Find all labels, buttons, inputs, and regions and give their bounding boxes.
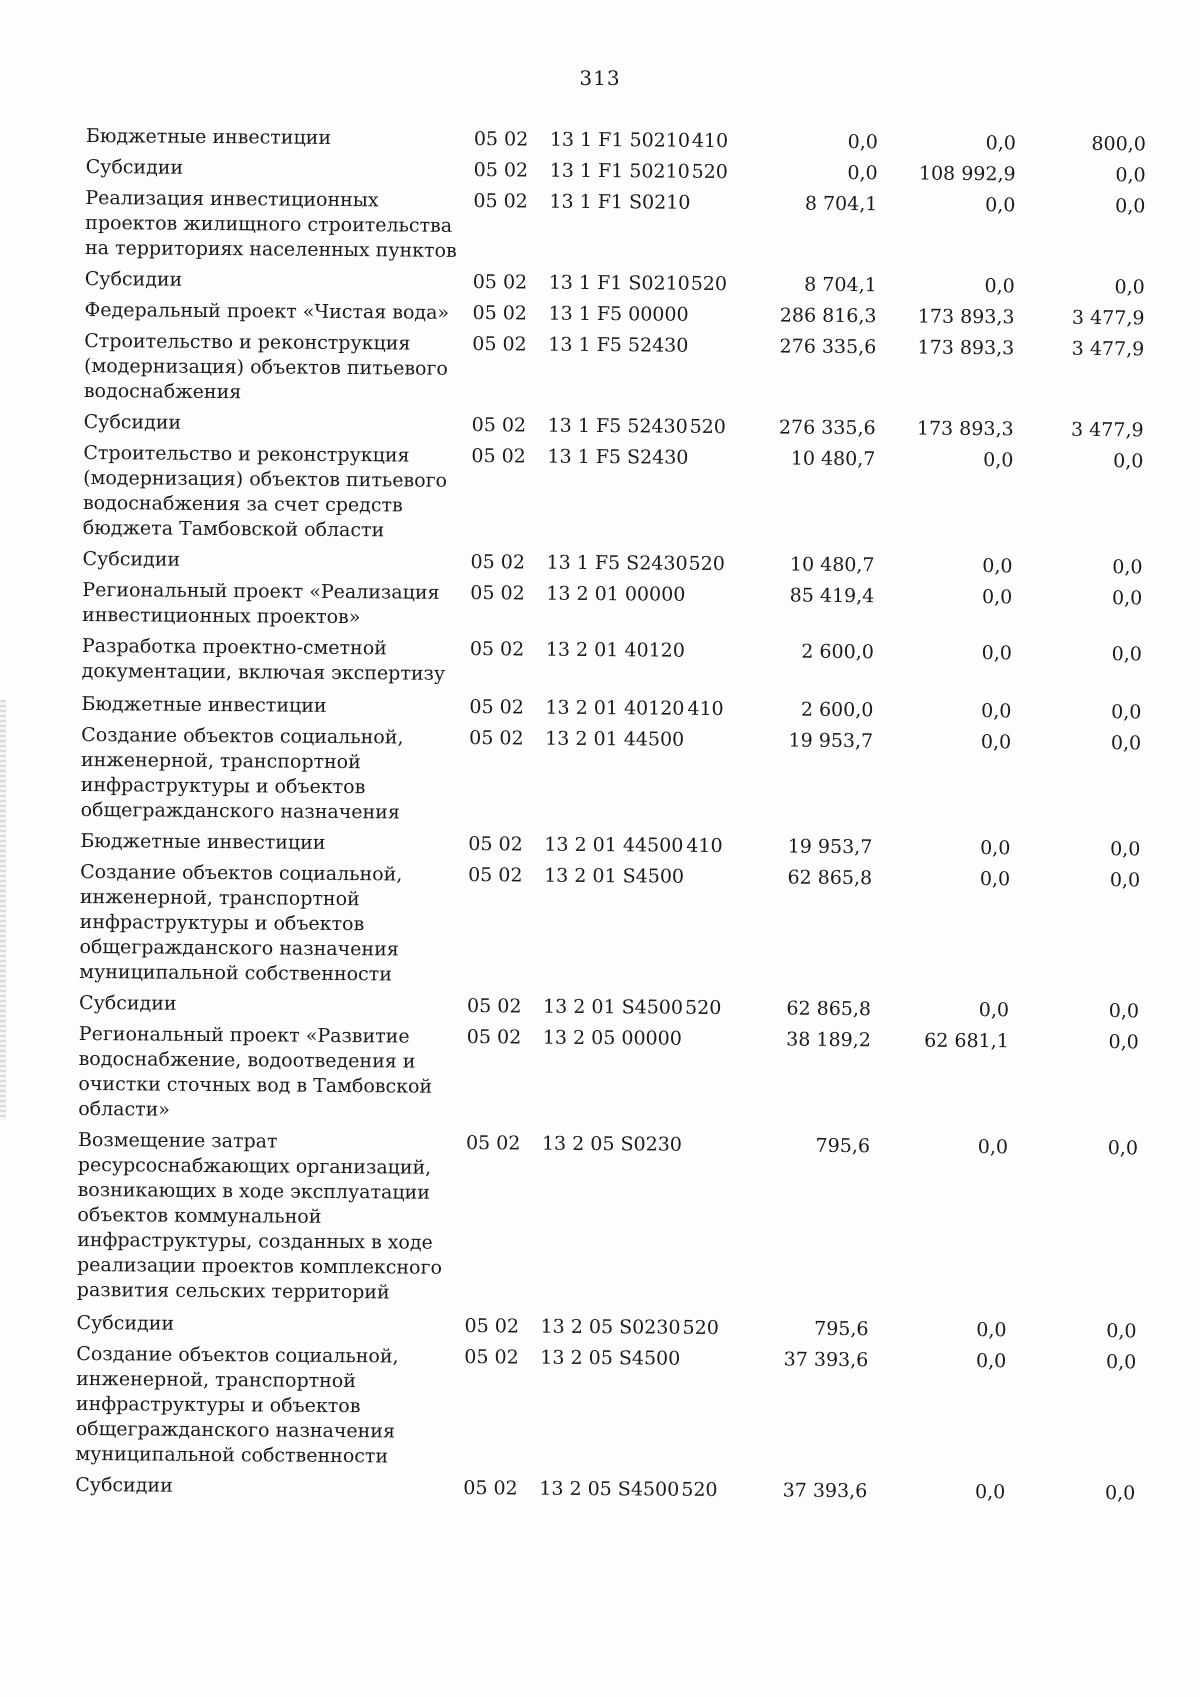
row-value-1: 19 953,7 — [788, 729, 874, 753]
table-row — [85, 186, 1166, 269]
table-row — [84, 410, 1164, 443]
row-value-2: 173 893,3 — [916, 417, 1014, 441]
row-name: Субсидии — [85, 155, 184, 179]
row-value-1: 795,6 — [814, 1317, 869, 1341]
row-code: 13 1 F1 S0210 — [549, 190, 691, 214]
row-code: 13 2 01 S4500 — [542, 995, 684, 1019]
table-row — [76, 1311, 1156, 1344]
row-value-1: 795,6 — [815, 1134, 871, 1158]
row-value-2: 0,0 — [982, 555, 1013, 578]
row-expense-type — [680, 1027, 747, 1128]
table-row — [79, 860, 1160, 993]
row-value-2: 0,0 — [979, 868, 1011, 891]
row-section: 05 02 — [469, 638, 525, 661]
row-name: Федеральный проект «Чистая вода» — [84, 298, 450, 324]
row-expense-type — [687, 191, 754, 267]
row-name: Создание объектов социальной, инженерной, транспортной инфраструктуры и объектов общегражданского назначения — [80, 723, 404, 824]
row-name: Бюджетные инвестиции — [85, 124, 332, 149]
row-name: Региональный проект «Развитие водоснабжение, водоотведения и очистки сточных вод в Тамбовской области» — [78, 1022, 433, 1121]
row-expense-type — [679, 1133, 746, 1309]
row-expense-type: 520 — [690, 272, 728, 296]
row-expense-type — [684, 639, 750, 690]
row-code: 13 2 01 40120 — [545, 696, 685, 720]
page-number: 313 — [579, 66, 621, 90]
row-expense-type — [686, 334, 753, 410]
table-row — [80, 829, 1160, 862]
row-section: 05 02 — [472, 271, 528, 294]
table-row — [86, 155, 1166, 188]
row-code: 13 2 05 S4500 — [539, 1477, 680, 1501]
row-value-2: 108 992,9 — [918, 162, 1016, 186]
row-value-1: 286 816,3 — [779, 304, 877, 328]
row-value-1: 8 704,1 — [804, 273, 877, 297]
row-code: 13 1 F1 S0210 — [548, 271, 690, 295]
row-section: 05 02 — [465, 1132, 521, 1155]
row-section: 05 02 — [469, 696, 524, 719]
row-code: 13 2 01 00000 — [546, 582, 686, 606]
row-name: Бюджетные инвестиции — [81, 692, 327, 717]
row-code: 13 1 F5 52430 — [548, 333, 689, 357]
row-section: 05 02 — [464, 1315, 520, 1338]
row-section: 05 02 — [473, 159, 529, 182]
row-section: 05 02 — [473, 190, 528, 213]
row-section: 05 02 — [470, 582, 525, 605]
row-value-2: 0,0 — [983, 449, 1014, 472]
row-section: 05 02 — [468, 833, 523, 856]
table-row — [82, 547, 1162, 580]
row-value-2: 0,0 — [984, 275, 1015, 298]
row-value-1: 0,0 — [847, 130, 878, 154]
table-row — [82, 634, 1162, 692]
row-value-3: 3 477,9 — [1071, 418, 1144, 442]
row-value-1: 276 335,6 — [778, 416, 876, 440]
row-value-2: 0,0 — [980, 731, 1012, 754]
row-value-3: 0,0 — [1106, 1320, 1137, 1343]
row-value-1: 276 335,6 — [779, 335, 877, 359]
row-value-1: 37 393,6 — [782, 1479, 868, 1503]
row-value-1: 2 600,0 — [801, 640, 874, 664]
row-section: 05 02 — [463, 1477, 518, 1500]
row-expense-type: 520 — [689, 415, 726, 439]
row-value-3: 3 477,9 — [1071, 306, 1145, 330]
table-row — [78, 1022, 1159, 1130]
row-value-3: 0,0 — [1110, 732, 1142, 755]
row-value-3: 0,0 — [1110, 838, 1141, 861]
table-row — [82, 578, 1162, 636]
row-code: 13 1 F1 50210 — [549, 128, 691, 152]
row-section: 05 02 — [470, 551, 526, 574]
row-name: Субсидии — [76, 1311, 175, 1335]
row-expense-type: 520 — [684, 996, 722, 1020]
row-value-3: 0,0 — [1111, 701, 1142, 724]
row-expense-type: 520 — [682, 1316, 719, 1340]
row-expense-type: 410 — [686, 834, 723, 858]
table-row — [75, 1342, 1156, 1475]
row-value-2: 0,0 — [977, 1136, 1009, 1159]
row-name: Субсидии — [84, 267, 183, 291]
row-value-1: 37 393,6 — [783, 1348, 869, 1372]
row-name: Бюджетные инвестиции — [80, 829, 326, 854]
row-value-3: 0,0 — [1115, 164, 1146, 187]
budget-table — [75, 124, 1166, 1512]
row-name: Разработка проектно-сметной документации, включая экспертизу — [81, 634, 446, 685]
row-code: 13 2 01 44500 — [544, 833, 684, 857]
row-code: 13 2 05 00000 — [542, 1026, 682, 1050]
table-row — [77, 1128, 1158, 1311]
table-row — [79, 991, 1159, 1024]
row-section: 05 02 — [464, 1346, 519, 1369]
row-name: Субсидии — [82, 547, 181, 571]
row-value-1: 19 953,7 — [787, 835, 873, 859]
row-value-2: 0,0 — [976, 1319, 1007, 1342]
row-value-1: 85 419,4 — [789, 584, 875, 608]
row-section: 05 02 — [473, 128, 529, 151]
row-code: 13 2 01 44500 — [545, 727, 685, 751]
row-code: 13 1 F5 S2430 — [546, 551, 688, 575]
row-value-2: 62 681,1 — [924, 1029, 1009, 1053]
row-name: Региональный проект «Реализация инвестиционных проектов» — [82, 578, 440, 629]
row-expense-type — [686, 303, 752, 329]
row-value-1: 8 704,1 — [804, 192, 878, 216]
table-row — [86, 124, 1166, 157]
row-section: 05 02 — [472, 302, 528, 325]
row-value-3: 3 477,9 — [1071, 337, 1145, 361]
row-code: 13 1 F5 S2430 — [547, 445, 689, 469]
row-code: 13 2 05 S0230 — [541, 1132, 683, 1156]
row-value-2: 0,0 — [982, 586, 1013, 609]
row-section: 05 02 — [468, 864, 523, 887]
row-value-1: 2 600,0 — [800, 698, 874, 722]
row-expense-type — [682, 728, 749, 829]
row-value-3: 0,0 — [1104, 1482, 1136, 1505]
row-code: 13 1 F5 52430 — [547, 414, 688, 438]
row-expense-type: 410 — [691, 129, 729, 153]
row-code: 13 2 01 S4500 — [544, 864, 685, 888]
row-value-2: 173 893,3 — [917, 305, 1015, 329]
table-row — [84, 298, 1164, 331]
row-name: Субсидии — [75, 1473, 173, 1497]
row-section: 05 02 — [466, 1026, 522, 1049]
row-value-3: 0,0 — [1112, 587, 1143, 610]
row-value-2: 0,0 — [985, 194, 1016, 217]
table-row — [84, 329, 1165, 412]
row-section: 05 02 — [471, 414, 527, 437]
row-value-3: 0,0 — [1114, 276, 1145, 299]
row-expense-type: 520 — [688, 552, 725, 576]
table-row — [83, 441, 1164, 549]
row-value-3: 0,0 — [1107, 1137, 1139, 1160]
row-section: 05 02 — [472, 333, 527, 356]
row-value-2: 0,0 — [978, 999, 1010, 1022]
row-value-3: 0,0 — [1109, 869, 1141, 892]
row-value-1: 10 480,7 — [790, 447, 876, 471]
row-name: Создание объектов социальной, инженерной, транспортной инфраструктуры и объектов общегражданского назначения муниципальной собственности — [75, 1342, 399, 1468]
row-expense-type — [677, 1347, 744, 1473]
row-name: Реализация инвестиционных проектов жилищного строительства на территориях населенных пунктов — [84, 186, 457, 262]
scan-edge-artifact — [0, 700, 6, 1120]
row-section: 05 02 — [471, 445, 526, 468]
row-value-1: 38 189,2 — [786, 1028, 871, 1052]
row-code: 13 1 F5 00000 — [548, 302, 689, 326]
row-value-2: 0,0 — [985, 132, 1016, 155]
row-value-2: 0,0 — [981, 642, 1012, 665]
row-value-3: 0,0 — [1106, 1351, 1137, 1374]
row-value-2: 173 893,3 — [917, 336, 1015, 360]
row-name: Строительство и реконструкция (модернизация) объектов питьевого водоснабжения — [83, 329, 448, 404]
row-expense-type: 520 — [681, 1478, 718, 1502]
row-value-3: 800,0 — [1091, 132, 1146, 156]
table-row — [81, 692, 1161, 725]
row-value-3: 0,0 — [1113, 450, 1144, 473]
row-section: 05 02 — [466, 995, 522, 1018]
table-row — [85, 267, 1165, 300]
row-value-1: 62 865,8 — [786, 997, 872, 1021]
row-code: 13 2 05 S4500 — [540, 1346, 681, 1370]
row-expense-type — [684, 583, 750, 634]
row-expense-type: 410 — [687, 697, 724, 721]
row-name: Субсидии — [83, 410, 182, 434]
row-section: 05 02 — [469, 727, 524, 750]
table-row — [81, 723, 1162, 831]
row-value-3: 0,0 — [1112, 556, 1143, 579]
row-expense-type: 520 — [691, 160, 728, 184]
row-code: 13 2 01 40120 — [545, 638, 685, 662]
row-name: Возмещение затрат ресурсоснабжающих организаций, возникающих в ходе эксплуатации объектов коммунальной инфраструктуры, созданных в ходе реализации проектов комплексного развития сельских территорий — [76, 1128, 443, 1304]
row-value-2: 0,0 — [976, 1350, 1007, 1373]
row-value-1: 62 865,8 — [787, 866, 873, 890]
row-code: 13 1 F1 50210 — [549, 159, 690, 183]
row-value-1: 10 480,7 — [789, 553, 875, 577]
row-expense-type — [681, 865, 748, 991]
row-name: Создание объектов социальной, инженерной, транспортной инфраструктуры и объектов общегражданского назначения муниципальной собственности — [79, 860, 403, 986]
row-value-2: 0,0 — [980, 837, 1011, 860]
table-row — [75, 1473, 1155, 1506]
row-value-3: 0,0 — [1108, 1031, 1139, 1054]
row-value-2: 0,0 — [974, 1481, 1006, 1504]
row-value-3: 0,0 — [1108, 1000, 1140, 1023]
row-name: Строительство и реконструкция (модернизация) объектов питьевого водоснабжения за счет средств бюджета Тамбовской области — [82, 441, 448, 542]
row-value-3: 0,0 — [1111, 643, 1142, 666]
row-expense-type — [685, 446, 752, 547]
row-value-2: 0,0 — [981, 700, 1012, 723]
row-code: 13 2 05 S0230 — [540, 1315, 681, 1339]
row-value-1: 0,0 — [847, 161, 878, 185]
row-value-3: 0,0 — [1115, 195, 1146, 218]
row-name: Субсидии — [79, 991, 177, 1015]
